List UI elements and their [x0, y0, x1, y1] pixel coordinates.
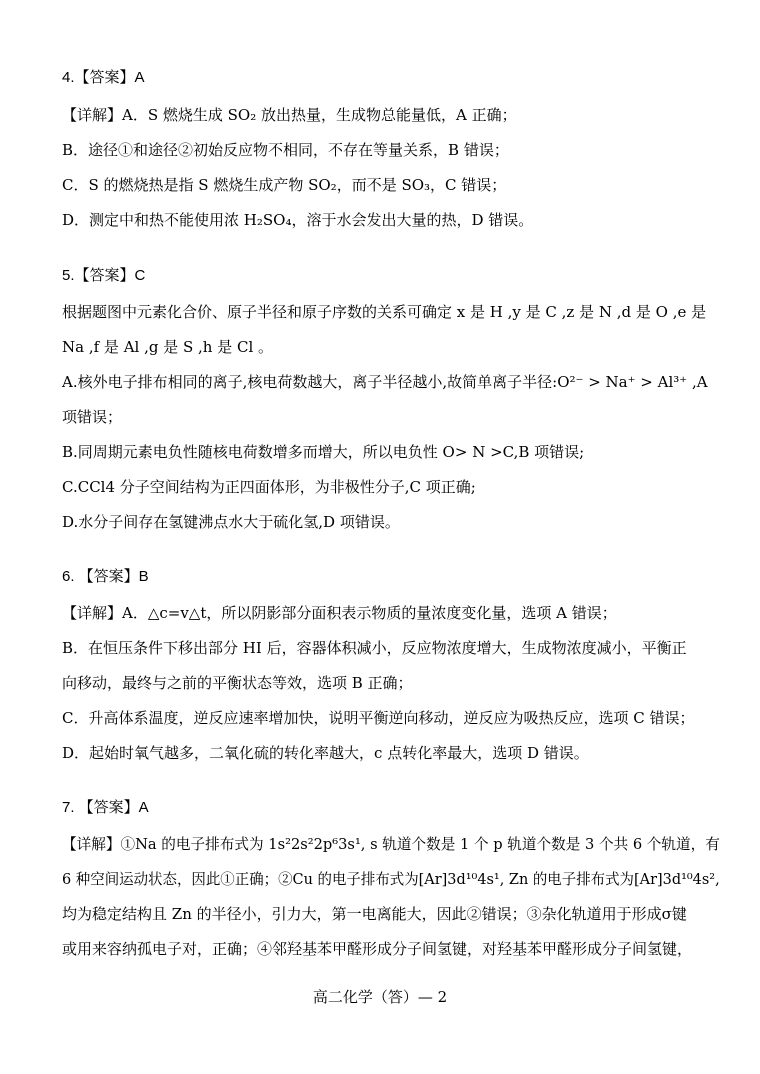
q6-detail-b: B．在恒压条件下移出部分 HI 后，容器体积减小，反应物浓度增大，生成物浓度减小，平衡正: [62, 639, 687, 657]
q6-detail-d: D．起始时氧气越多，二氧化硫的转化率越大，c 点转化率最大，选项 D 错误。: [62, 744, 589, 762]
q7-answer-title: 7. 【答案】A: [62, 799, 149, 816]
q4-detail-b: B．途径①和途径②初始反应物不相同，不存在等量关系，B 错误；: [62, 141, 509, 159]
q6-detail-a: 【详解】A．△c=v△t，所以阴影部分面积表示物质的量浓度变化量，选项 A 错误；: [62, 604, 617, 622]
q7-detail-line-1: 【详解】①Na 的电子排布式为 1s²2s²2p⁶3s¹, s 轨道个数是 1 个 p 轨道个数是 3 个共 6 个轨道，有: [62, 835, 720, 853]
q4-answer-title: 4.【答案】A: [62, 69, 145, 86]
q4-detail-a: 【详解】A．S 燃烧生成 SO₂ 放出热量，生成物总能量低，A 正确；: [62, 106, 517, 124]
q5-option-a-cont: 项错误；: [62, 408, 123, 426]
q7-detail-line-2: 6 种空间运动状态，因此①正确；②Cu 的电子排布式为[Ar]3d¹⁰4s¹, Zn 的电子排布式为[Ar]3d¹⁰4s²,: [62, 870, 720, 888]
q4-detail-c: C．S 的燃烧热是指 S 燃烧生成产物 SO₂，而不是 SO₃，C 错误；: [62, 176, 507, 194]
q5-option-b: B.同周期元素电负性随核电荷数增多而增大，所以电负性 O> N >C,B 项错误;: [62, 443, 585, 461]
q5-answer-title: 5.【答案】C: [62, 267, 146, 284]
q7-detail-line-4: 或用来容纳孤电子对，正确；④邻羟基苯甲醛形成分子间氢键，对羟基苯甲醛形成分子间氢键，: [62, 940, 693, 958]
q5-text-line-1: 根据题图中元素化合价、原子半径和原子序数的关系可确定 x 是 H ,y 是 C ,z 是 N ,d 是 O ,e 是: [62, 303, 707, 321]
q7-detail-line-3: 均为稳定结构且 Zn 的半径小，引力大，第一电离能大，因此②错误；③杂化轨道用于形成σ键: [62, 905, 687, 923]
q6-detail-b-cont: 向移动，最终与之前的平衡状态等效，选项 B 正确；: [62, 674, 413, 692]
q5-text-line-2: Na ,f 是 Al ,g 是 S ,h 是 Cl 。: [62, 338, 274, 356]
q5-option-c: C.CCl4 分子空间结构为正四面体形，为非极性分子,C 项正确;: [62, 478, 476, 496]
q6-detail-c: C．升高体系温度，逆反应速率增加快，说明平衡逆向移动，逆反应为吸热反应，选项 C 错误；: [62, 709, 695, 727]
page-footer: 高二化学（答）— 2: [312, 988, 448, 1006]
q5-option-a: A.核外电子排布相同的离子,核电荷数越大，离子半径越小,故简单离子半径:O²⁻ > Na⁺ > Al³⁺ ,A: [62, 373, 708, 391]
q4-detail-d: D．测定中和热不能使用浓 H₂SO₄，溶于水会发出大量的热，D 错误。: [62, 211, 534, 229]
q5-option-d: D.水分子间存在氢键沸点水大于硫化氢,D 项错误。: [62, 513, 400, 531]
q6-answer-title: 6. 【答案】B: [62, 568, 149, 585]
